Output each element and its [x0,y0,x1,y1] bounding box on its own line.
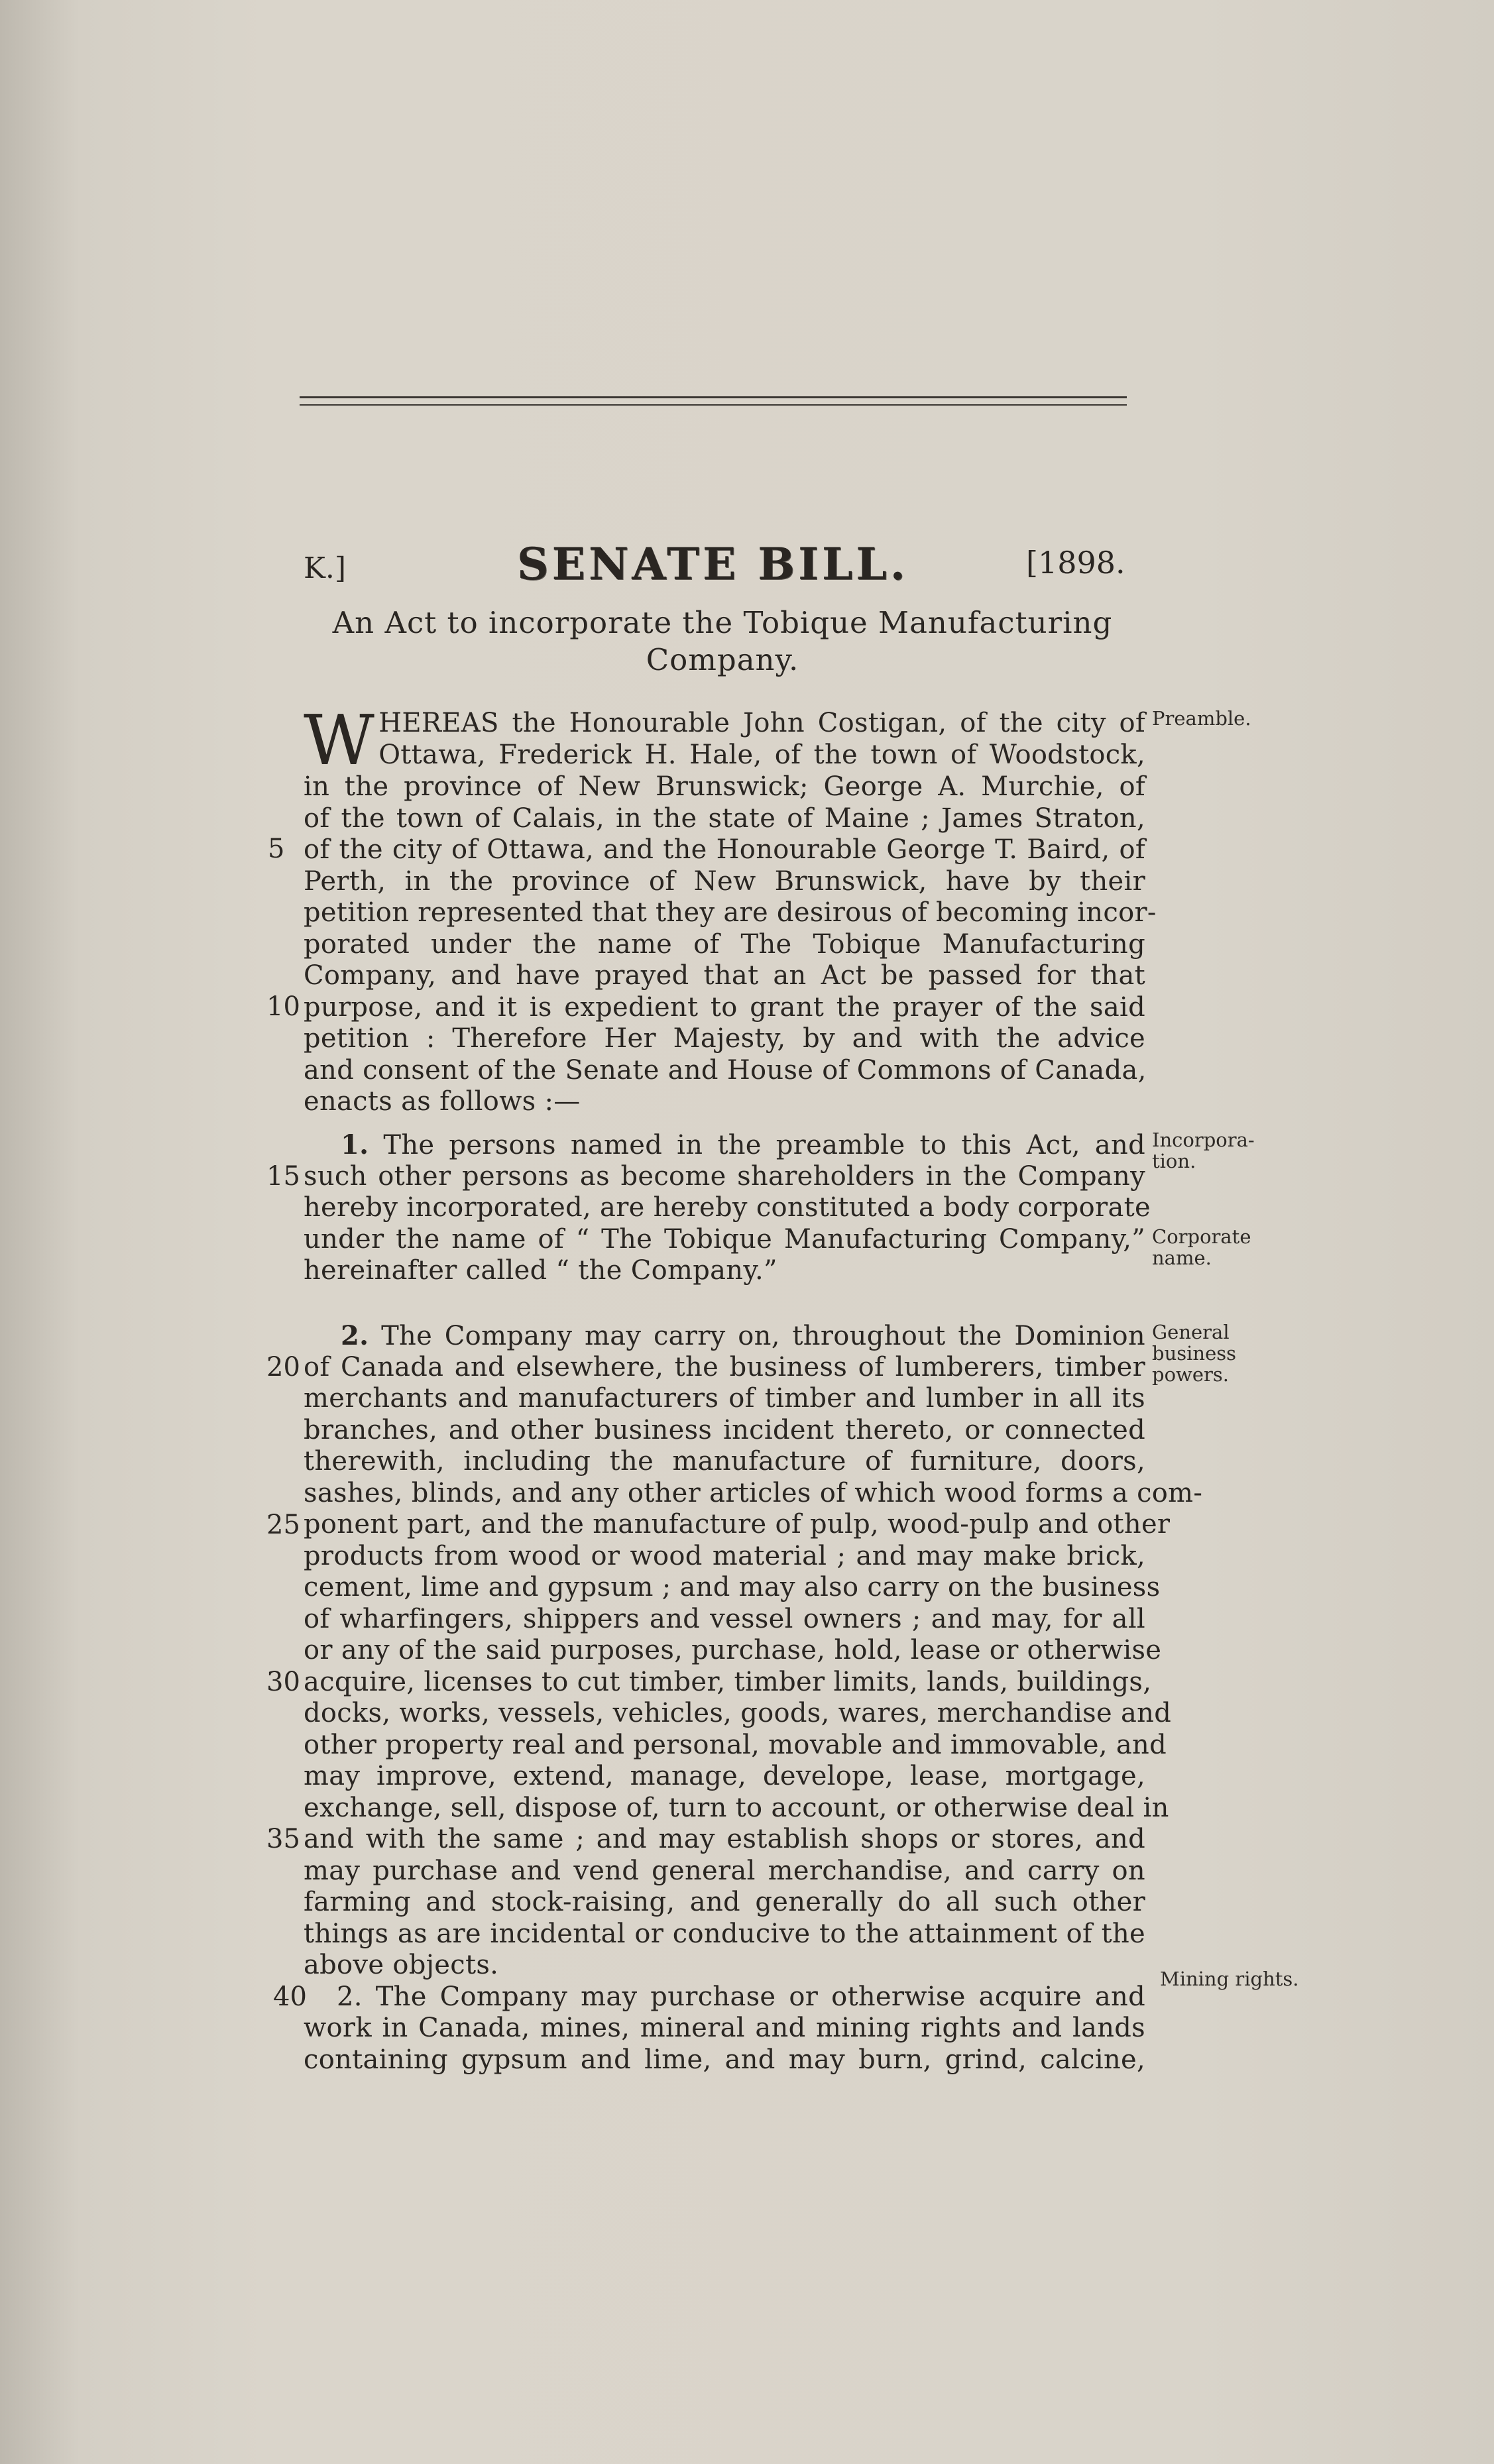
text-line: acquire, licenses to cut timber, timber limits, lands, buildings, [304,1666,1152,1697]
text-line: merchants and manufacturers of timber and lumber in all its [304,1383,1145,1414]
header-rule [300,396,1127,398]
text-line: branches, and other business incident thereto, or connected [304,1414,1145,1445]
line-number: 5 [268,834,285,864]
text-line [304,1320,1145,1352]
text-line: Ottawa, Frederick H. Hale, of the town of Woodstock, [378,739,1145,770]
text-line [304,1129,1145,1161]
text-line: HEREAS the Honourable John Costigan, of the city of [378,708,1145,738]
margin-note-mining-rights: Mining rights. [1160,1968,1299,1990]
section-number: 2. [341,1320,369,1351]
text-line: may purchase and vend general merchandise, and carry on [304,1855,1145,1886]
line-number: 10 [266,991,300,1022]
margin-note-incorporation: Incorpora- tion. [1152,1129,1255,1172]
text-line: purpose, and it is expedient to grant the prayer of the said [304,991,1145,1023]
text-line: docks, works, vessels, vehicles, goods, wares, merchandise and [304,1698,1172,1728]
text-line: cement, lime and gypsum ; and may also carry on the business [304,1572,1161,1602]
section-number: 1. [341,1129,369,1160]
text-line: therewith, including the manufacture of furniture, doors, [304,1446,1145,1477]
act-title [305,604,1140,679]
drop-cap: W [304,700,375,781]
text-line: petition represented that they are desirous of becoming incor- [304,897,1157,928]
margin-note-general-powers: General business powers. [1152,1321,1237,1386]
text-line: under the name of “ The Tobique Manufacturing Company,” [304,1223,1145,1255]
text-line: or any of the said purposes, purchase, hold, lease or otherwise [304,1635,1162,1665]
text-line: petition : Therefore Her Majesty, by and with the advice [304,1023,1145,1054]
text-line: of the city of Ottawa, and the Honourable George T. Baird, of [304,834,1145,865]
text-line: farming and stock-raising, and generally do all such other [304,1887,1145,1917]
bill-title: SENATE BILL. [517,538,909,590]
text-line: hereby incorporated, are hereby constituted a body corporate [304,1192,1151,1223]
line-number: 35 [266,1824,300,1854]
text-line: hereinafter called “ the Company.” [304,1255,777,1286]
line-number: 15 [266,1161,300,1192]
margin-note-corporate-name: Corporate name. [1152,1225,1251,1269]
margin-note-preamble: Preamble. [1152,707,1251,730]
bill-letter: K.] [304,551,347,585]
text-line: may improve, extend, manage, develope, lease, mortgage, [304,1761,1145,1791]
line-number: 20 [266,1352,300,1382]
text-line-content: The persons named in the preamble to this Act, and [383,1130,1146,1160]
text-line: such other persons as become shareholders in the Company [304,1160,1145,1192]
line-number: 25 [266,1510,300,1540]
text-line: above objects. [304,1950,499,1980]
text-line: 2. The Company may purchase or otherwise acquire and [337,1981,1145,2012]
text-line: exchange, sell, dispose of, turn to account, or otherwise deal in [304,1792,1169,1823]
text-line: containing gypsum and lime, and may burn, grind, calcine, [304,2044,1145,2075]
text-line: of the town of Calais, in the state of Maine ; James Straton, [304,803,1145,834]
header-rule-thin [300,404,1127,406]
text-line: products from wood or wood material ; and may make brick, [304,1540,1145,1571]
text-line: of wharfingers, shippers and vessel owners ; and may, for all [304,1603,1145,1634]
text-line: and consent of the Senate and House of Commons of Canada, [304,1054,1147,1086]
line-number: 30 [266,1667,300,1697]
text-line: of Canada and elsewhere, the business of lumberers, timber [304,1351,1145,1382]
bill-header [0,538,1494,598]
text-line: porated under the name of The Tobique Manufacturing [304,928,1145,960]
act-title-line: Company. [646,642,799,677]
text-line: in the province of New Brunswick; George A. Murchie, of [304,771,1145,802]
preamble-text [304,700,1157,1118]
text-line: and with the same ; and may establish shops or stores, and [304,1824,1145,1854]
act-title-line: An Act to incorporate the Tobique Manufacturing [332,605,1113,640]
text-line: other property real and personal, movable and immovable, and [304,1729,1167,1760]
text-line: sashes, blinds, and any other articles of which wood forms a com- [304,1477,1203,1508]
bill-year: [1898. [1026,545,1125,581]
line-number: 40 [273,1982,307,2012]
text-line: Perth, in the province of New Brunswick, have by their [304,866,1145,897]
text-line: things as are incidental or conducive to the attainment of the [304,1918,1145,1949]
text-line: Company, and have prayed that an Act be passed for that [304,960,1145,991]
text-line: ponent part, and the manufacture of pulp, wood-pulp and other [304,1509,1171,1540]
section-1 [304,1129,1151,1287]
text-line: work in Canada, mines, mineral and mining rights and lands [304,2013,1145,2043]
text-line: enacts as follows :— [304,1086,581,1117]
text-line-content: The Company may carry on, throughout the Dominion [381,1321,1145,1351]
